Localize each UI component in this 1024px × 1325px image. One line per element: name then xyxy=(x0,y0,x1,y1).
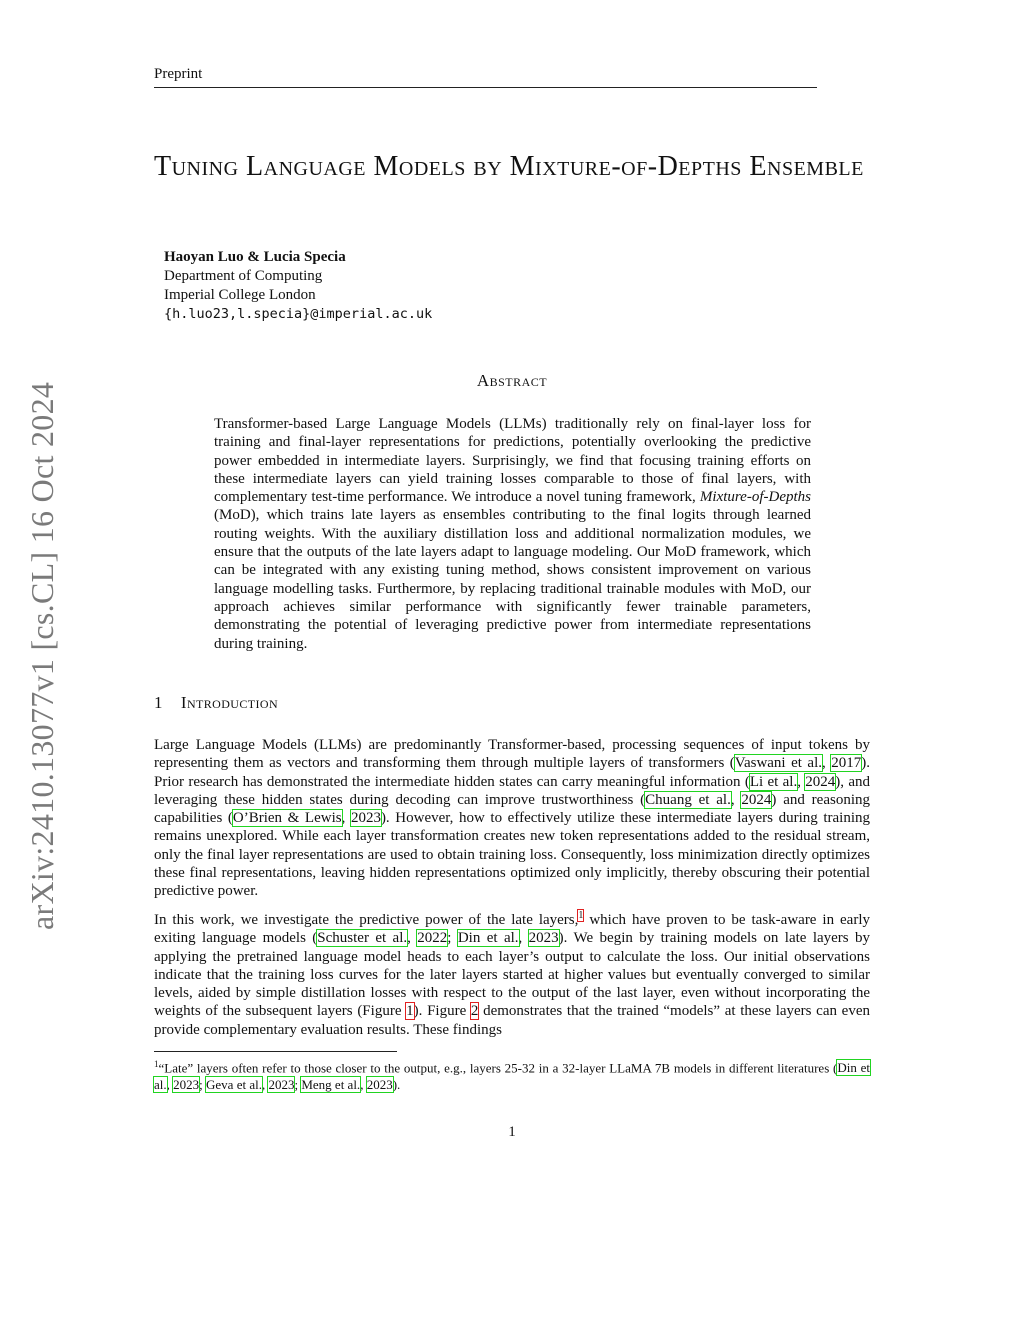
citation-link[interactable]: Li et al. xyxy=(749,773,798,790)
citation-link[interactable]: Schuster et al. xyxy=(317,930,408,947)
section-title: Introduction xyxy=(180,693,279,712)
citation-link[interactable]: Vaswani et al. xyxy=(734,755,822,772)
author-names: Haoyan Luo & Lucia Specia xyxy=(164,249,346,265)
citation-link[interactable]: 2023 xyxy=(350,810,381,827)
citation-link[interactable]: 2022 xyxy=(417,930,448,947)
text-run: which have proven to be task-aware in early exiting language models ( xyxy=(154,912,870,947)
text-run: ). Figure xyxy=(413,1003,471,1020)
arxiv-identifier: arXiv:2410.13077v1 [cs.CL] 16 Oct 2024 xyxy=(24,381,60,930)
footnote-reference[interactable]: 1 xyxy=(578,910,584,921)
text-run: ), and leveraging these hidden states during decoding can improve trustworthiness ( xyxy=(154,773,871,808)
intro-paragraph-1: Large Language Models (LLMs) are predominantly Transformer-based, processing sequences of input tokens by representing them as vectors and transforming them through multiple layers of transformers (Vaswani et al., 2017). Prior research has demonstrated the intermediate hidden states can carry meaningful information (Li et al., 2024), and leveraging these hidden states during decoding can improve trustworthiness (Chuang et al., 2024) and reasoning capabilities (O’Brien & Lewis, 2023). However, how to effectively utilize these intermediate layers during training remains unexplored. While each layer transformation creates new token representations added to the residual stream, only the final layer representations are used to obtain training loss. Consequently, loss minimization directly optimizes these final representations, leaving hidden representations optimized only implicitly, thereby obscuring their potential predictive power. xyxy=(154,737,871,900)
text-run: In this work, we investigate the predictive power of the late layers, xyxy=(154,912,579,928)
abstract-heading: Abstract xyxy=(476,371,548,390)
paper-title: Tuning Language Models by Mixture-of-Depths Ensemble xyxy=(154,151,864,182)
figure-reference[interactable]: 2 xyxy=(470,1003,479,1020)
header-rule xyxy=(154,87,817,88)
citation-link[interactable]: Din et al. xyxy=(154,1060,870,1093)
footnote-mark: 1 xyxy=(154,1059,159,1069)
author-block xyxy=(164,248,432,324)
citation-link[interactable]: Meng et al. xyxy=(301,1077,361,1093)
intro-paragraph-2: In this work, we investigate the predictive power of the late layers,$^1$ which have proven to be task-aware in early exiting language models (Schuster et al., 2022; Din et al., 2023). We begin by training models on late layers by applying the pretrained language model heads to each layer’s output to calculate the loss. Our initial observations indicate that the training loss curves for the later layers started at higher values but eventually converged to similar levels, aided by simple distillation losses with respect to the output of the last layer, even without incorporating the weights of the subsequent layers (Figure 1). Figure 2 demonstrates that the trained “models” at these layers can even provide complementary evaluation results. These findings xyxy=(154,910,871,1038)
footnote: $^1$“Late” layers often refer to those closer to the output, e.g., layers 25-32 in a 32-layer LLaMA 7B models in different literatures (Din et al., 2023; Geva et al., 2023; Meng et al., 2023). xyxy=(154,1059,870,1093)
text-run: demonstrates that the trained “models” at these layers can even provide complementary evaluation results. These findings xyxy=(154,1003,870,1038)
citation-link[interactable]: 2017 xyxy=(831,755,862,772)
citation-link[interactable]: 2023 xyxy=(173,1077,200,1093)
citation-link[interactable]: Din et al. xyxy=(457,930,519,947)
text-run: ). However, how to effectively utilize these intermediate layers during training remains unexplored. While each layer transformation creates new token representations added to the residual stream, only the final layer representations are used to obtain training loss. Consequently, loss minimization directly optimizes these final representations, leaving hidden representations optimized only implicitly, thereby obscuring their potential predictive power. xyxy=(154,810,871,900)
author-email: {h.luo23,l.specia}@imperial.ac.uk xyxy=(164,306,433,322)
citation-link[interactable]: Chuang et al. xyxy=(645,791,731,808)
text-run: ). Prior research has demonstrated the intermediate hidden states can carry meaningful information ( xyxy=(154,755,870,790)
abstract-text-part: (MoD), which trains late layers as ensembles contributing to the final logits through learned routing weights. With the auxiliary distillation loss and additional normalization modules, we ensure that the outputs of the late layers adapt to language modeling. Our MoD framework, which can be integrated with any existing tuning method, shows consistent improvement on various language modelling tasks. Furthermore, by replacing traditional trainable modules with MoD, our approach achieves similar performance with significantly fewer trainable parameters, demonstrating the potential of leveraging predictive power from intermediate representations during training. xyxy=(214,507,811,652)
abstract-text-part: Transformer-based Large Language Models (LLMs) traditionally rely on final-layer loss for training and final-layer representations for predictions, potentially overlooking the predictive power embedded in intermediate layers. Surprisingly, we find that focusing training efforts on these intermediate layers can yield training losses comparable to those of final layers, with complementary test-time performance. We introduce a novel tuning framework, xyxy=(214,416,811,506)
text-run: ). We begin by training models on late layers by applying the pretrained language model heads to each layer’s output to calculate the loss. Our initial observations indicate that the training loss curves for the later layers started at higher values but eventually converged to similar levels, aided by simple distillation losses with respect to the output of the last layer, even without incorporating the weights of the subsequent layers (Figure xyxy=(154,930,871,1020)
method-name: Mixture-of-Depths xyxy=(699,489,811,506)
page-number: 1 xyxy=(508,1124,516,1140)
citation-link[interactable]: Geva et al. xyxy=(206,1077,262,1093)
citation-link[interactable]: 2023 xyxy=(528,930,559,947)
text-run: “Late” layers often refer to those closer to the output, e.g., layers 25-32 in a 32-layer LLaMA 7B models in different literatures ( xyxy=(158,1060,838,1076)
author-institution: Imperial College London xyxy=(164,287,316,303)
section-number: 1 xyxy=(154,693,163,712)
text-run: ). xyxy=(392,1077,401,1093)
author-department: Department of Computing xyxy=(164,268,323,284)
citation-link[interactable]: 2024 xyxy=(741,791,772,808)
citation-link[interactable]: 2024 xyxy=(805,773,836,790)
figure-reference[interactable]: 1 xyxy=(406,1003,414,1020)
citation-link[interactable]: O’Brien & Lewis xyxy=(232,810,342,827)
citation-link[interactable]: 2023 xyxy=(366,1077,393,1093)
citation-link[interactable]: 2023 xyxy=(268,1077,295,1093)
abstract-text xyxy=(214,415,811,653)
footnote-rule xyxy=(154,1051,397,1052)
text-run: Large Language Models (LLMs) are predominantly Transformer-based, processing sequences of input tokens by representing them as vectors and transforming them through multiple layers of transformers ( xyxy=(154,737,870,772)
running-header: Preprint xyxy=(154,66,203,82)
text-run: ) and reasoning capabilities ( xyxy=(154,791,870,827)
section-heading xyxy=(154,693,278,713)
